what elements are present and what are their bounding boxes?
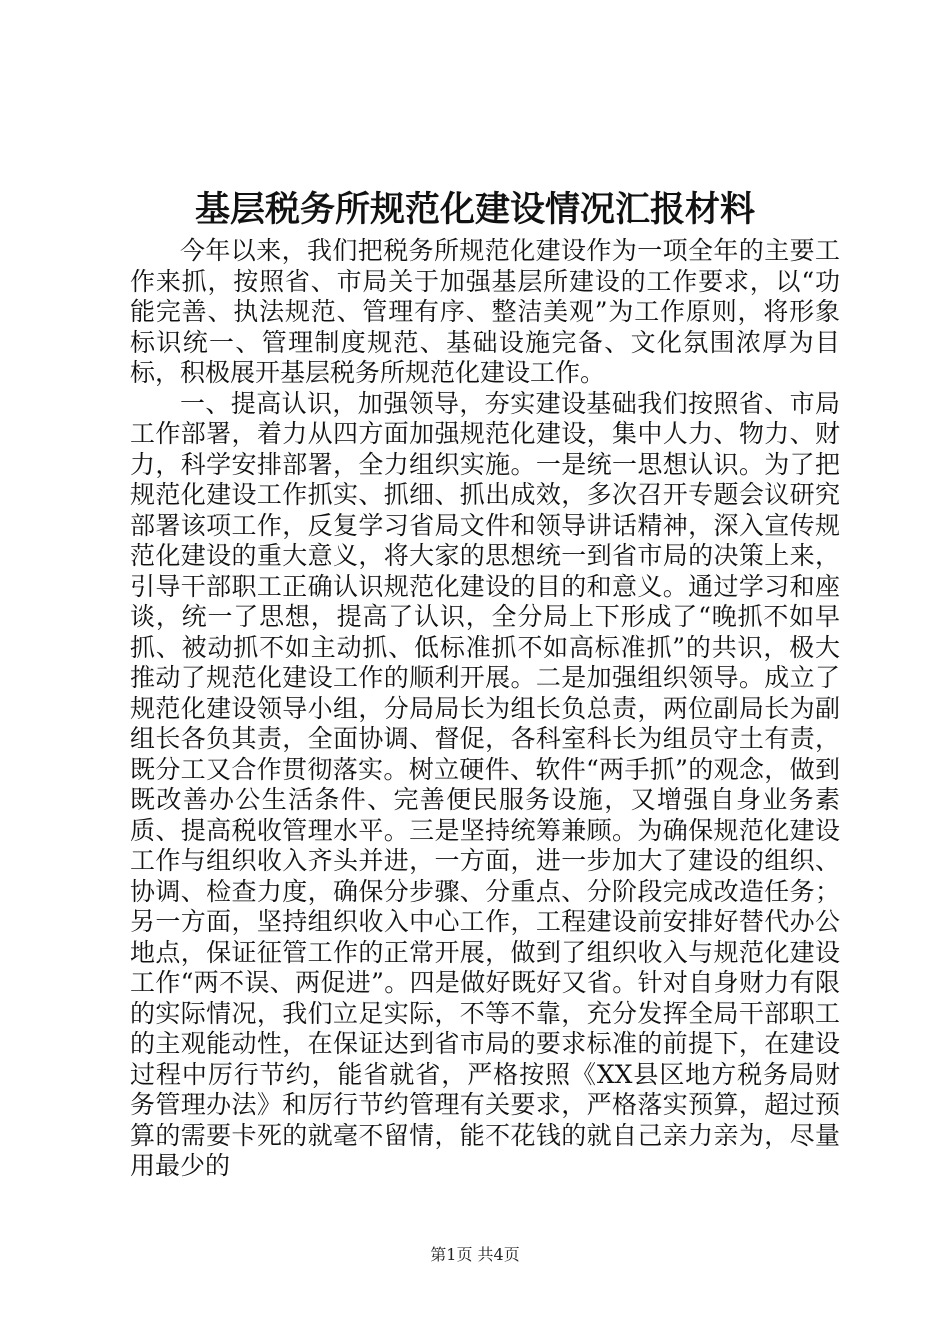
page-number: 第1页 共4页	[430, 1245, 520, 1264]
document-title: 基层税务所规范化建设情况汇报材料	[194, 190, 755, 230]
paragraph-intro: 今年以来，我们把税务所规范化建设作为一项全年的主要工作来抓，按照省、市局关于加强基层所建设的工作要求，以“功能完善、执法规范、管理有序、整洁美观”为工作原则，将形象标识统一、管理制度规范、基础设施完备、文化氛围浓厚为目标，积极展开基层税务所规范化建设工作。	[130, 236, 840, 387]
paragraph-section-one: 一、提高认识，加强领导，夯实建设基础我们按照省、市局工作部署，着力从四方面加强规范化建设，集中人力、物力、财力，科学安排部署，全力组织实施。一是统一思想认识。为了把规范化建设工作抓实、抓细、抓出成效，多次召开专题会议研究部署该项工作，反复学习省局文件和领导讲话精神，深入宣传规范化建设的重大意义，将大家的思想统一到省市局的决策上来，引导干部职工正确认识规范化建设的目的和意义。通过学习和座谈，统一了思想，提高了认识，全分局上下形成了“晚抓不如早抓、被动抓不如主动抓、低标准抓不如高标准抓”的共识，极大推动了规范化建设工作的顺利开展。二是加强组织领导。成立了规范化建设领导小组，分局局长为组长负总责，两位副局长为副组长各负其责，全面协调、督促，各科室科长为组员守土有责，既分工又合作贯彻落实。树立硬件、软件“两手抓”的观念，做到既改善办公生活条件、完善便民服务设施，又增强自身业务素质、提高税收管理水平。三是坚持统筹兼顾。为确保规范化建设工作与组织收入齐头并进，一方面，进一步加大了建设的组织、协调、检查力度，确保分步骤、分重点、分阶段完成改造任务；另一方面，坚持组织收入中心工作，工程建设前安排好替代办公地点，保证征管工作的正常开展，做到了组织收入与规范化建设工作“两不误、两促进”。四是做好既好又省。针对自身财力有限的实际情况，我们立足实际，不等不靠，充分发挥全局干部职工的主观能动性，在保证达到省市局的要求标准的前提下，在建设过程中厉行节约，能省就省，严格按照《XX县区地方税务局财务管理办法》和厉行节约管理有关要求，严格落实预算，超过预算的需要卡死的就毫不留情，能不花钱的就自己亲力亲为，尽量用最少的	[130, 388, 840, 1180]
document-body	[130, 236, 840, 1182]
